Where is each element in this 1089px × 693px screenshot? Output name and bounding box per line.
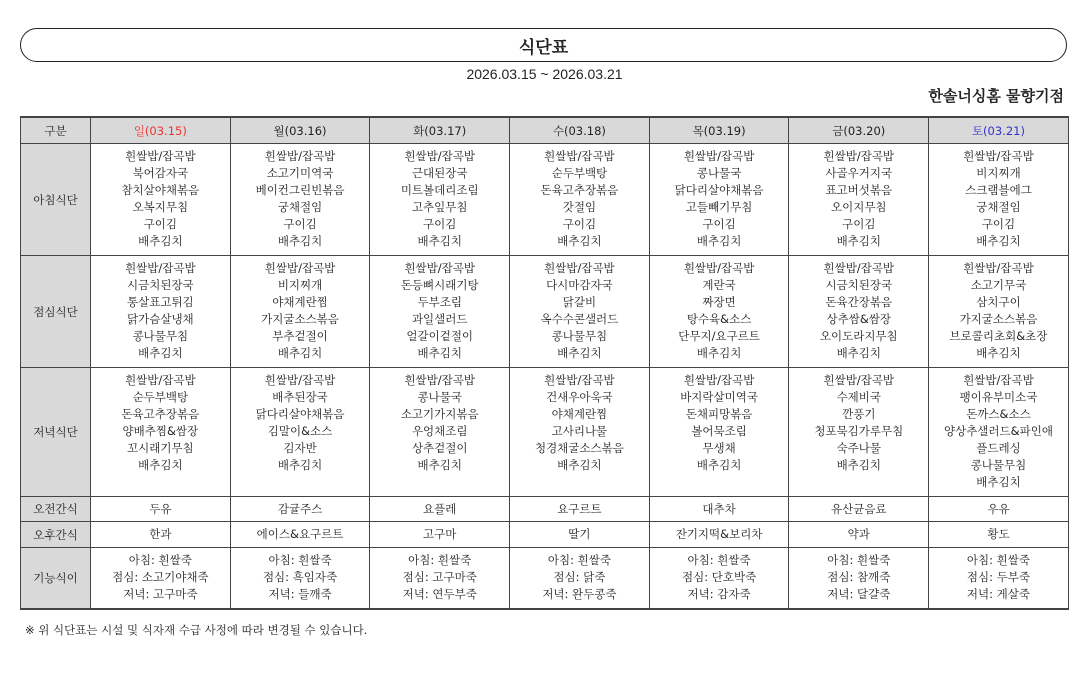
menu-cell: [649, 522, 789, 548]
menu-item: 양배추찜&쌈장: [122, 424, 199, 438]
menu-item: 아침: 흰쌀죽: [268, 553, 332, 568]
menu-item: 흰쌀밥/잡곡밥: [264, 149, 336, 163]
menu-item: 가지굴소스볶음: [261, 312, 339, 326]
menu-item: 흰쌀밥/잡곡밥: [683, 261, 755, 275]
menu-item: 저녁: 감자죽: [687, 587, 751, 602]
menu-cell: [370, 368, 510, 497]
menu-item: 갓절임: [562, 200, 597, 214]
menu-item: 청포묵김가루무침: [814, 424, 904, 438]
menu-item: 단무지/요구르트: [678, 329, 760, 343]
menu-item: 점심: 닭죽: [553, 570, 606, 585]
menu-item: 흰쌀밥/잡곡밥: [125, 261, 196, 275]
menu-cell: [929, 144, 1069, 256]
menu-item: 돈등뼈시래기탕: [400, 278, 479, 292]
menu-cell: [789, 256, 929, 368]
menu-item: 흰쌀밥/잡곡밥: [404, 373, 475, 387]
menu-item: 고사리나물: [551, 424, 608, 438]
menu-cell: [510, 256, 650, 368]
menu-item: 배추된장국: [272, 390, 328, 404]
menu-item: 부추겉절이: [272, 329, 328, 343]
day-header-sun: 일(03.15): [91, 117, 231, 144]
menu-item: 비지찌개: [277, 278, 323, 292]
menu-cell: [510, 522, 650, 548]
menu-cell: [649, 548, 789, 609]
menu-cell: [929, 548, 1069, 609]
menu-item: 배추김치: [696, 346, 742, 360]
menu-item: 배추김치: [976, 234, 1021, 248]
menu-item: 닭다리살야채볶음: [255, 407, 345, 421]
menu-item: 흰쌀밥/잡곡밥: [404, 149, 475, 163]
menu-item: 감귤주스: [277, 501, 323, 516]
menu-item: 배추김치: [277, 458, 323, 472]
menu-item: 요구르트: [557, 501, 602, 516]
title-text: 식단표: [518, 37, 569, 58]
menu-item: 구이김: [423, 217, 457, 231]
menu-item: 건새우아욱국: [546, 390, 613, 404]
menu-item: 바지락살미역국: [680, 390, 758, 404]
menu-item: 저녁: 달걀죽: [827, 587, 891, 602]
menu-item: 꼬시래기무침: [127, 441, 194, 455]
footnote: ※ 위 식단표는 시설 및 식자재 수급 사정에 따라 변경될 수 있습니다.: [25, 623, 368, 637]
menu-item: 돈육고추장볶음: [540, 183, 619, 197]
menu-cell: [789, 497, 929, 522]
menu-cell: [230, 522, 370, 548]
menu-cell: [789, 144, 929, 256]
menu-item: 닭갈비: [562, 295, 597, 309]
menu-item: 점심: 소고기야채죽: [112, 570, 209, 585]
meal-row: [21, 144, 1069, 256]
menu-cell: [230, 256, 370, 368]
menu-item: 잔기지떡&보리차: [675, 527, 763, 541]
menu-item: 구이김: [842, 217, 876, 231]
menu-item: 우엉채조림: [411, 424, 468, 438]
menu-cell: [370, 144, 510, 256]
menu-item: 궁채절임: [976, 200, 1021, 214]
menu-item: 흰쌀밥/잡곡밥: [823, 261, 895, 275]
menu-item: 콩나물무침: [132, 329, 189, 343]
menu-cell: [929, 497, 1069, 522]
menu-item: 흰쌀밥/잡곡밥: [125, 373, 196, 387]
menu-item: 흰쌀밥/잡곡밥: [683, 149, 755, 163]
menu-item: 시금치된장국: [825, 278, 893, 292]
menu-item: 양상추샐러드&파인애: [943, 424, 1053, 438]
row-label: 점심식단: [21, 256, 91, 368]
menu-item: 계란국: [702, 278, 736, 292]
menu-item: 콩나물국: [696, 166, 742, 180]
day-header-wed: 수(03.18): [510, 117, 650, 144]
menu-item: 두부조림: [417, 295, 462, 309]
menu-item: 야채계란찜: [272, 295, 328, 309]
menu-cell: [649, 144, 789, 256]
menu-item: 순두부백탕: [132, 390, 189, 404]
menu-item: 짜장면: [702, 295, 736, 309]
menu-cell: [370, 256, 510, 368]
menu-item: 흰쌀밥/잡곡밥: [823, 149, 895, 163]
menu-item: 배추김치: [557, 346, 602, 360]
menu-item: 배추김치: [277, 346, 323, 360]
menu-item: 다시마감자국: [546, 278, 613, 292]
row-label: 오전간식: [21, 497, 91, 522]
menu-item: 저녁: 고구마죽: [123, 587, 198, 602]
menu-item: 배추김치: [138, 346, 183, 360]
day-header-tue: 화(03.17): [370, 117, 510, 144]
menu-item: 배추김치: [976, 475, 1021, 489]
menu-item: 가지굴소스볶음: [959, 312, 1038, 326]
menu-cell: [789, 522, 929, 548]
menu-item: 팽이유부미소국: [959, 390, 1038, 404]
menu-item: 우유: [987, 501, 1010, 516]
menu-item: 참치살야채볶음: [121, 183, 200, 197]
menu-item: 근대된장국: [411, 166, 468, 180]
meal-row: [21, 368, 1069, 497]
menu-item: 대추차: [702, 501, 736, 516]
menu-cell: [789, 368, 929, 497]
menu-item: 옥수수콘샐러드: [540, 312, 619, 326]
menu-item: 배추김치: [277, 234, 323, 248]
menu-item: 흰쌀밥/잡곡밥: [544, 149, 615, 163]
menu-cell: [789, 548, 929, 609]
menu-item: 탕수육&소스: [686, 312, 752, 326]
menu-item: 콩나물국: [417, 390, 462, 404]
day-header-thu: 목(03.19): [649, 117, 789, 144]
menu-item: 흰쌀밥/잡곡밥: [264, 373, 336, 387]
menu-item: 황도: [987, 527, 1010, 541]
menu-item: 구이김: [283, 217, 317, 231]
day-header-mon: 월(03.16): [230, 117, 370, 144]
menu-item: 흰쌀밥/잡곡밥: [823, 373, 895, 387]
menu-item: 아침: 흰쌀죽: [966, 553, 1030, 568]
menu-item: 한과: [149, 527, 172, 541]
menu-item: 돈육고추장볶음: [121, 407, 200, 421]
menu-item: 볼어묵조림: [691, 424, 747, 438]
menu-item: 흰쌀밥/잡곡밥: [125, 149, 196, 163]
menu-item: 배추김치: [836, 346, 881, 360]
menu-item: 배추김치: [557, 458, 602, 472]
menu-item: 흰쌀밥/잡곡밥: [404, 261, 475, 275]
menu-item: 표고버섯볶음: [825, 183, 893, 197]
meal-plan-table: [20, 116, 1069, 610]
menu-item: 배추김치: [696, 458, 742, 472]
menu-item: 청경채굴소스볶음: [534, 441, 624, 455]
menu-item: 수제비국: [836, 390, 881, 404]
menu-item: 딸기: [568, 527, 591, 541]
date-range: 2026.03.15 ~ 2026.03.21: [466, 66, 623, 82]
menu-item: 상추쌈&쌈장: [826, 312, 892, 326]
menu-cell: [91, 144, 231, 256]
menu-item: 북어감자국: [132, 166, 189, 180]
menu-item: 요플레: [423, 501, 457, 516]
menu-item: 아침: 흰쌀죽: [827, 553, 891, 568]
day-header-fri: 금(03.20): [789, 117, 929, 144]
menu-item: 비지찌개: [976, 166, 1021, 180]
menu-item: 무생채: [702, 441, 736, 455]
menu-item: 스크램블에그: [965, 183, 1032, 197]
menu-item: 야채계란찜: [551, 407, 608, 421]
meal-row: [21, 497, 1069, 522]
menu-cell: [649, 497, 789, 522]
menu-item: 소고기미역국: [266, 166, 334, 180]
menu-cell: [510, 548, 650, 609]
menu-item: 숙주나물: [836, 441, 881, 455]
menu-item: 배추김치: [138, 458, 183, 472]
menu-item: 사골우거지국: [825, 166, 893, 180]
page-title: [20, 28, 1067, 62]
meal-row: [21, 522, 1069, 548]
row-label: 기능식이: [21, 548, 91, 609]
menu-item: 점심: 고구마죽: [402, 570, 477, 585]
menu-cell: [370, 548, 510, 609]
menu-item: 얼갈이겉절이: [406, 329, 474, 343]
menu-cell: [649, 256, 789, 368]
menu-cell: [929, 522, 1069, 548]
menu-item: 저녁: 게살죽: [966, 587, 1030, 602]
menu-item: 미트볼데리조림: [400, 183, 479, 197]
menu-item: 김말이&소스: [267, 424, 333, 438]
menu-item: 고구마: [423, 527, 457, 541]
menu-item: 흰쌀밥/잡곡밥: [544, 261, 615, 275]
menu-cell: [510, 144, 650, 256]
menu-item: 에이스&요구르트: [256, 527, 344, 541]
menu-item: 돈까스&소스: [966, 407, 1031, 421]
menu-item: 흰쌀밥/잡곡밥: [963, 261, 1034, 275]
menu-item: 점심: 두부죽: [966, 570, 1030, 585]
menu-item: 배추김치: [417, 346, 462, 360]
menu-item: 흰쌀밥/잡곡밥: [683, 373, 755, 387]
menu-item: 소고기무국: [970, 278, 1027, 292]
menu-item: 흰쌀밥/잡곡밥: [544, 373, 615, 387]
menu-item: 과일샐러드: [411, 312, 468, 326]
row-label: 오후간식: [21, 522, 91, 548]
menu-item: 점심: 단호박죽: [682, 570, 757, 585]
menu-item: 저녁: 완두콩죽: [542, 587, 617, 602]
branch-name: 한솔너싱홈 물향기점: [928, 87, 1064, 105]
row-label: 아침식단: [21, 144, 91, 256]
menu-item: 약과: [847, 527, 870, 541]
menu-item: 구이김: [562, 217, 597, 231]
menu-item: 점심: 참깨죽: [827, 570, 891, 585]
menu-cell: [230, 144, 370, 256]
meal-row: [21, 548, 1069, 609]
menu-cell: [230, 368, 370, 497]
menu-item: 아침: 흰쌀죽: [687, 553, 751, 568]
menu-item: 김자반: [283, 441, 317, 455]
menu-cell: [230, 548, 370, 609]
menu-item: 두유: [149, 501, 172, 516]
header-row: [21, 117, 1069, 144]
menu-cell: [91, 548, 231, 609]
menu-item: 아침: 흰쌀죽: [128, 553, 192, 568]
menu-cell: [91, 368, 231, 497]
menu-item: 닭가슴살냉채: [127, 312, 194, 326]
menu-item: 돈채피망볶음: [685, 407, 753, 421]
meal-row: [21, 256, 1069, 368]
menu-item: 배추김치: [417, 458, 462, 472]
menu-item: 아침: 흰쌀죽: [408, 553, 472, 568]
menu-item: 저녁: 연두부죽: [402, 587, 477, 602]
menu-item: 순두부백탕: [551, 166, 608, 180]
menu-item: 구이김: [981, 217, 1016, 231]
menu-item: 고추잎무침: [411, 200, 468, 214]
menu-item: 깐풍기: [842, 407, 876, 421]
menu-item: 배추김치: [557, 234, 602, 248]
menu-item: 아침: 흰쌀죽: [547, 553, 611, 568]
menu-item: 구이김: [143, 217, 177, 231]
menu-item: 배추김치: [976, 346, 1021, 360]
menu-item: 배추김치: [836, 234, 881, 248]
menu-item: 상추겉절이: [411, 441, 468, 455]
menu-item: 흰쌀밥/잡곡밥: [264, 261, 336, 275]
menu-item: 저녁: 들깨죽: [268, 587, 332, 602]
menu-item: 배추김치: [138, 234, 183, 248]
menu-cell: [230, 497, 370, 522]
row-label: 저녁식단: [21, 368, 91, 497]
menu-cell: [649, 368, 789, 497]
menu-item: 시금치된장국: [127, 278, 194, 292]
menu-item: 플드레싱: [976, 441, 1021, 455]
menu-cell: [929, 256, 1069, 368]
menu-item: 유산균음료: [831, 501, 887, 516]
menu-item: 오이지무침: [831, 200, 887, 214]
menu-item: 구이김: [702, 217, 736, 231]
menu-item: 통살표고튀김: [127, 295, 194, 309]
menu-item: 돈육간장볶음: [825, 295, 893, 309]
menu-item: 고들빼기무침: [685, 200, 753, 214]
menu-cell: [929, 368, 1069, 497]
menu-item: 소고기가지볶음: [400, 407, 479, 421]
menu-item: 배추김치: [696, 234, 742, 248]
menu-item: 오이도라지무침: [819, 329, 898, 343]
menu-item: 삼치구이: [976, 295, 1021, 309]
menu-item: 배추김치: [836, 458, 881, 472]
menu-item: 닭다리살야채볶음: [674, 183, 764, 197]
menu-cell: [370, 522, 510, 548]
menu-cell: [91, 522, 231, 548]
menu-item: 흰쌀밥/잡곡밥: [963, 149, 1034, 163]
menu-item: 배추김치: [417, 234, 462, 248]
menu-item: 콩나물무침: [970, 458, 1027, 472]
menu-item: 궁채절임: [277, 200, 323, 214]
day-header-sat: 토(03.21): [929, 117, 1069, 144]
header-label: 구분: [21, 117, 91, 144]
menu-cell: [370, 497, 510, 522]
menu-cell: [91, 256, 231, 368]
menu-item: 점심: 흑임자죽: [262, 570, 338, 585]
menu-cell: [510, 368, 650, 497]
menu-cell: [91, 497, 231, 522]
menu-cell: [510, 497, 650, 522]
menu-item: 베이컨그린빈볶음: [255, 183, 345, 197]
menu-item: 흰쌀밥/잡곡밥: [963, 373, 1034, 387]
menu-item: 오복지무침: [132, 200, 189, 214]
menu-item: 콩나물무침: [551, 329, 608, 343]
menu-item: 브로콜리초회&초장: [949, 329, 1048, 343]
